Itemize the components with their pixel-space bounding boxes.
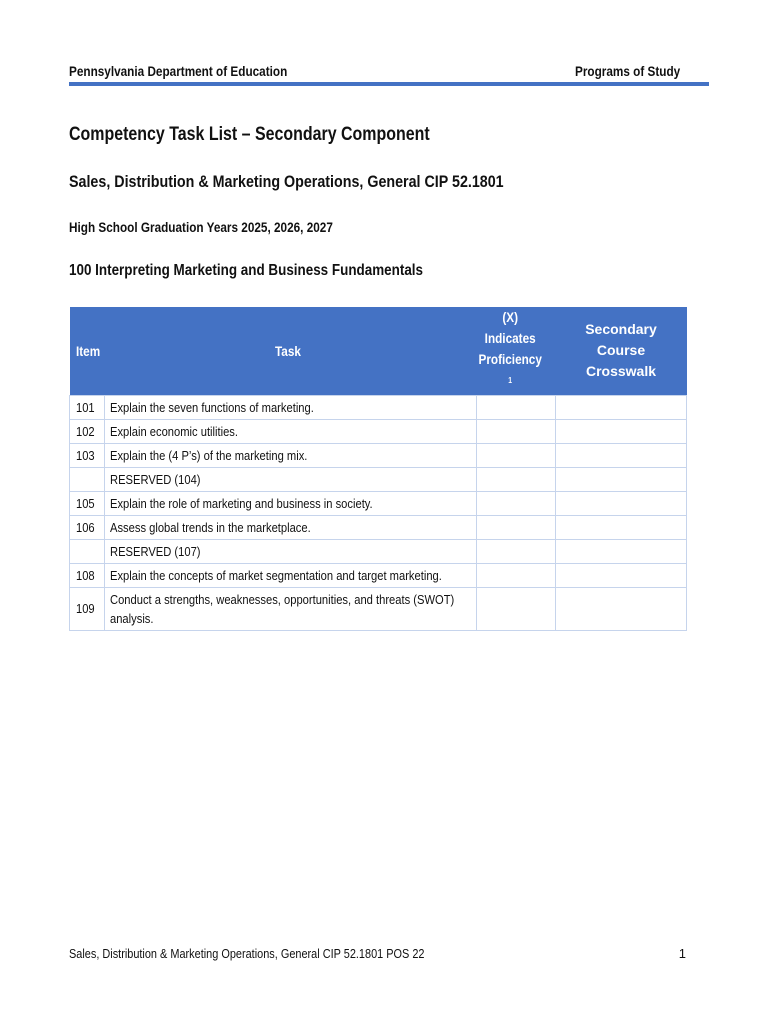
proficiency-cell: [477, 515, 556, 539]
crosswalk-cell: [556, 563, 687, 587]
header-task: Task: [105, 307, 477, 395]
table-row: [70, 491, 687, 515]
task-text: Explain economic utilities.: [105, 419, 477, 443]
item-number: 103: [70, 443, 105, 467]
table-row: [70, 395, 687, 419]
item-number: 108: [70, 563, 105, 587]
table-row: [70, 563, 687, 587]
table-row: [70, 539, 687, 563]
table-row: [70, 515, 687, 539]
table-row: [70, 419, 687, 443]
program-title: Sales, Distribution & Marketing Operations, General CIP 52.1801: [69, 172, 504, 191]
proficiency-cell: [477, 491, 556, 515]
table-header-row: [70, 307, 687, 395]
task-text: RESERVED (104): [105, 467, 477, 491]
item-number: 101: [70, 395, 105, 419]
crosswalk-cell: [556, 443, 687, 467]
table-row: [70, 443, 687, 467]
page-title: Competency Task List – Secondary Component: [69, 124, 430, 145]
table-row: [70, 467, 687, 491]
task-text: Explain the seven functions of marketing.: [105, 395, 477, 419]
task-text: Explain the role of marketing and business in society.: [105, 491, 477, 515]
proficiency-cell: [477, 419, 556, 443]
item-number: 102: [70, 419, 105, 443]
task-text: Assess global trends in the marketplace.: [105, 515, 477, 539]
graduation-years: High School Graduation Years 2025, 2026, 2027: [69, 219, 333, 235]
item-number: 106: [70, 515, 105, 539]
header-rule: [69, 82, 709, 86]
task-table-body: [70, 395, 687, 630]
table-row: [70, 587, 687, 630]
section-title: 100 Interpreting Marketing and Business Fundamentals: [69, 262, 424, 279]
task-text: RESERVED (107): [105, 539, 477, 563]
header-item: Item: [70, 307, 105, 395]
header-crosswalk: Secondary Course Crosswalk: [556, 307, 687, 395]
item-number: 109: [70, 587, 105, 630]
task-text: Explain the (4 P’s) of the marketing mix.: [105, 443, 477, 467]
proficiency-cell: [477, 587, 556, 630]
header-right: Programs of Study: [574, 63, 680, 79]
crosswalk-cell: [556, 515, 687, 539]
footer-left: Sales, Distribution & Marketing Operations, General CIP 52.1801 POS 22: [69, 946, 425, 961]
crosswalk-cell: [556, 419, 687, 443]
crosswalk-cell: [556, 587, 687, 630]
crosswalk-cell: [556, 395, 687, 419]
crosswalk-cell: [556, 539, 687, 563]
proficiency-cell: [477, 539, 556, 563]
crosswalk-cell: [556, 467, 687, 491]
proficiency-cell: [477, 443, 556, 467]
proficiency-cell: [477, 467, 556, 491]
task-text: Explain the concepts of market segmentation and target marketing.: [105, 563, 477, 587]
crosswalk-cell: [556, 491, 687, 515]
header-proficiency: (X) Indicates Proficiency $^1$: [477, 307, 556, 395]
item-number: [70, 467, 105, 491]
page-number: 1: [678, 946, 686, 961]
task-text: Conduct a strengths, weaknesses, opportunities, and threats (SWOT) analysis.: [105, 587, 477, 630]
task-table: [69, 307, 687, 631]
item-number: 105: [70, 491, 105, 515]
header-left: Pennsylvania Department of Education: [69, 63, 288, 79]
proficiency-cell: [477, 395, 556, 419]
proficiency-cell: [477, 563, 556, 587]
item-number: [70, 539, 105, 563]
